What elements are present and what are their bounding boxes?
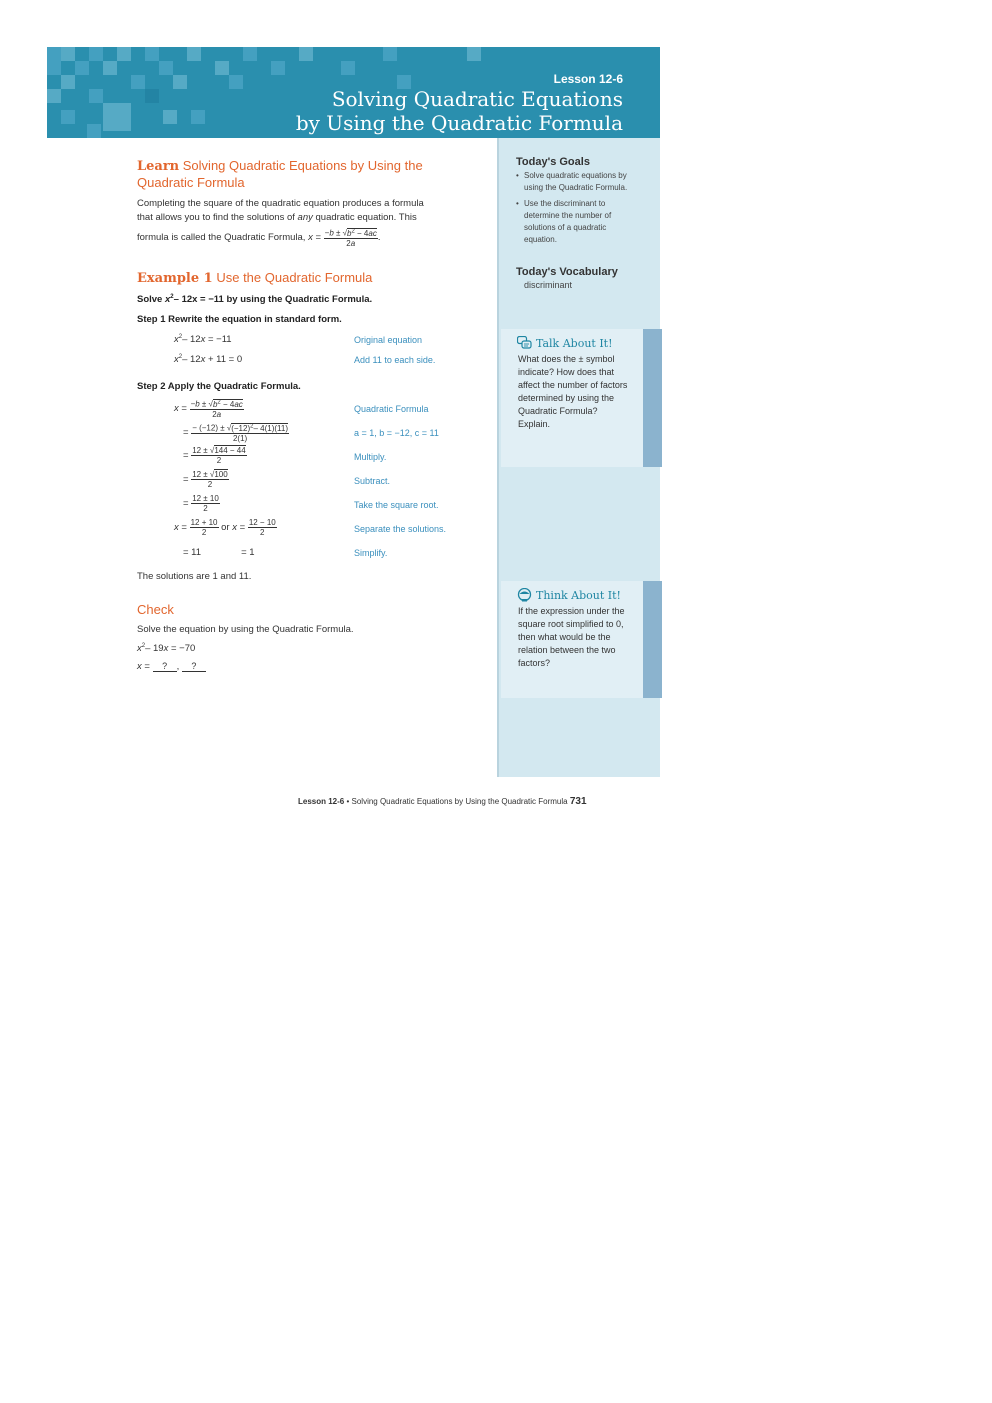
learn-heading: Learn Solving Quadratic Equations by Using the Quadratic Formula: [137, 158, 423, 190]
talk-about-it-title: Talk About It!: [517, 336, 613, 350]
learn-paragraph: Completing the square of the quadratic equation produces a formula that allows you to find the solutions of any quadratic equation. This formula is called the Quadratic Formula, x = $\frac{-b \pm √b^2 - 4ac}{2a}$ .: [137, 198, 424, 248]
step-note: a = 1, b = −12, c = 11: [354, 428, 439, 438]
todays-vocabulary: [516, 266, 640, 290]
answer-blank-2[interactable]: ?: [182, 661, 206, 672]
vocab-title: Today's Vocabulary: [516, 266, 618, 278]
equation-row: $x^2-$ 12x = −11: [174, 334, 232, 346]
think-about-it-text: If the expression under the square root simplified to 0, then what would be the relation between the two factors?: [518, 606, 625, 668]
page-footer: Lesson 12-6 • Solving Quadratic Equations by Using the Quadratic Formula 731: [298, 796, 587, 807]
page-number: 731: [569, 796, 587, 807]
check-heading: Check: [137, 602, 174, 617]
equation-row: = $\frac{12 \pm √100}{2}$: [183, 470, 228, 489]
sidebar: [497, 138, 660, 777]
step-note: Multiply.: [354, 452, 387, 462]
goals-list: [516, 170, 640, 246]
talk-about-it-text: What does the ± symbol indicate? How does that affect the number of factors determined by using the Quadratic Formula? Explain.: [518, 354, 628, 429]
callout-bar: [643, 329, 662, 467]
example-prompt: Solve $x^2-$ 12x = −11 by using the Quadratic Formula.: [137, 294, 373, 306]
solutions-statement: The solutions are 1 and 11.: [137, 571, 252, 582]
head-thinking-icon: [517, 588, 532, 602]
goal-item: • Solve quadratic equations by using the Quadratic Formula.: [516, 170, 640, 194]
step-note: Separate the solutions.: [354, 524, 447, 534]
step-2-label: Step 2 Apply the Quadratic Formula.: [137, 381, 301, 392]
todays-goals: [516, 156, 640, 250]
goal-item: • Use the discriminant to determine the number of solutions of a quadratic equation.: [516, 198, 640, 246]
talk-bubbles-icon: [517, 336, 532, 350]
step-note: Simplify.: [354, 548, 388, 558]
example-heading: Example 1 Use the Quadratic Formula: [137, 270, 373, 286]
think-about-it-title: Think About It!: [517, 588, 621, 602]
quadratic-formula: $\frac{-b \pm √b^2 - 4ac}{2a}$: [324, 228, 377, 248]
equation-row: x = $\frac{-b \pm √b^2 - 4ac}{2a}$: [174, 399, 243, 419]
vocab-word: discriminant: [524, 280, 573, 290]
callout-bar: [643, 581, 662, 698]
check-equation: $x^2-$ 19x = −70: [137, 643, 196, 655]
check-prompt: Solve the equation by using the Quadratic Formula.: [137, 624, 354, 635]
step-note: Subtract.: [354, 476, 391, 486]
equation-row: = $\frac{12 \pm 10}{2}$: [183, 494, 219, 513]
step-note: Take the square root.: [354, 500, 439, 510]
equation-row: $x^2-$ 12x + 11 = 0: [174, 354, 243, 366]
lesson-title: Solving Quadratic Equations by Using the Quadratic Formula: [295, 87, 623, 135]
step-note: Quadratic Formula: [354, 404, 429, 414]
think-about-it-callout: [501, 581, 660, 698]
goals-title: Today's Goals: [516, 156, 590, 168]
equation-row: x = $\frac{12 + 10}{2}$ or x = $\frac{12 - 10}{2}$: [174, 518, 276, 537]
equation-row: = $\frac{12 \pm √144 - 44}{2}$: [183, 446, 246, 465]
step-note: Add 11 to each side.: [354, 355, 436, 365]
lesson-banner: [47, 47, 660, 138]
check-answer-row: x = ? , ?: [137, 661, 206, 672]
answer-blank-1[interactable]: ?: [153, 661, 177, 672]
equation-row: = 11 = 1: [183, 547, 255, 558]
talk-about-it-callout: [501, 329, 660, 467]
lesson-label: Lesson 12-6: [553, 72, 623, 86]
step-note: Original equation: [354, 335, 423, 345]
step-1-label: Step 1 Rewrite the equation in standard form.: [137, 314, 342, 325]
equation-row: = $\frac{- (-12) \pm √(-12)^2- 4(1)(11)}{2(1)}$: [183, 423, 288, 443]
